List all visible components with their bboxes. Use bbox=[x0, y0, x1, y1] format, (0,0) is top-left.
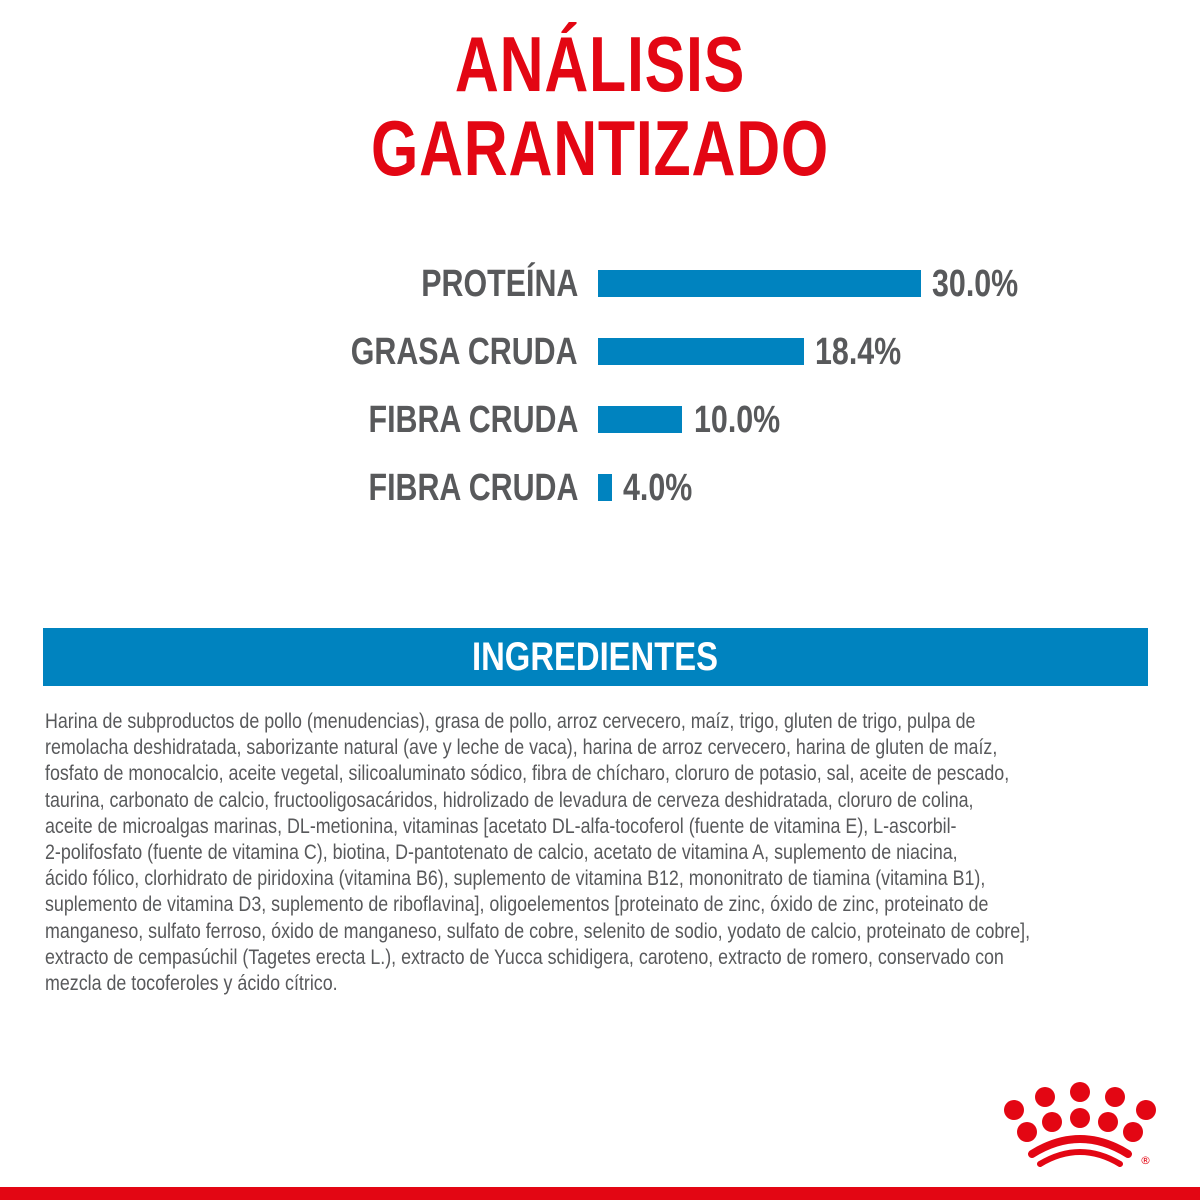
bar bbox=[598, 270, 921, 297]
ingredients-line: remolacha deshidratada, saborizante natural (ave y leche de vaca), harina de arroz cervecero, harina de gluten de maíz, bbox=[45, 735, 998, 760]
bar bbox=[598, 406, 682, 433]
registered-mark: ® bbox=[1140, 1154, 1151, 1167]
bar-value: 10.0% bbox=[694, 399, 781, 441]
bottom-red-strip bbox=[0, 1187, 1200, 1200]
chart-row-fiber-2 bbox=[0, 462, 1200, 514]
ingredients-line: fosfato de monocalcio, aceite vegetal, silicoaluminato sódico, fibra de chícharo, cloruro de potasio, sal, aceite de pescado, bbox=[45, 761, 1010, 786]
bar-value: 4.0% bbox=[623, 467, 693, 509]
bar-value: 18.4% bbox=[815, 331, 902, 373]
brand-logo bbox=[990, 1062, 1170, 1172]
title-line-2: GARANTIZADO bbox=[370, 104, 830, 192]
ingredients-line: 2-polifosfato (fuente de vitamina C), biotina, D-pantotenato de calcio, acetato de vitamina A, suplemento de niacina, bbox=[45, 840, 958, 865]
chart-row-fiber bbox=[0, 394, 1200, 446]
nutrient-bar-chart bbox=[0, 258, 1200, 538]
ingredients-line: extracto de cempasúchil (Tagetes erecta L.), extracto de Yucca schidigera, caroteno, extracto de romero, conservado con bbox=[45, 944, 1004, 969]
ingredients-heading: INGREDIENTES bbox=[472, 635, 719, 679]
ingredients-banner bbox=[43, 628, 1148, 686]
title-line-1: ANÁLISIS bbox=[454, 20, 746, 108]
page-title bbox=[132, 22, 1068, 190]
ingredients-line: Harina de subproductos de pollo (menudencias), grasa de pollo, arroz cervecero, maíz, trigo, gluten de trigo, pulpa de bbox=[45, 709, 976, 733]
bar-label: FIBRA CRUDA bbox=[368, 399, 578, 441]
bar-value: 30.0% bbox=[932, 263, 1019, 305]
ingredients-line: taurina, carbonato de calcio, fructooligosacáridos, hidrolizado de levadura de cerveza deshidratada, cloruro de colina, bbox=[45, 787, 974, 812]
bar-label: FIBRA CRUDA bbox=[368, 467, 578, 509]
bar-label: PROTEÍNA bbox=[420, 263, 578, 305]
ingredients-line: mezcla de tocoferoles y ácido cítrico. bbox=[45, 971, 338, 996]
bar bbox=[598, 338, 804, 365]
chart-row-protein bbox=[0, 258, 1200, 310]
crown-icon bbox=[990, 1062, 1170, 1172]
bar bbox=[598, 474, 612, 501]
ingredients-line: aceite de microalgas marinas, DL-metionina, vitaminas [acetato DL-alfa-tocoferol (fuente de vitamina E), L-ascorbil- bbox=[45, 813, 957, 838]
chart-row-fat bbox=[0, 326, 1200, 378]
ingredients-line: suplemento de vitamina D3, suplemento de riboflavina], oligoelementos [proteinato de zinc, óxido de zinc, proteinato de bbox=[45, 892, 989, 917]
bar-label: GRASA CRUDA bbox=[351, 331, 578, 373]
ingredients-line: manganeso, sulfato ferroso, óxido de manganeso, sulfato de cobre, selenito de sodio, yodato de calcio, proteinato de cobre], bbox=[45, 918, 1031, 943]
ingredients-line: ácido fólico, clorhidrato de piridoxina (vitamina B6), suplemento de vitamina B12, mononitrato de tiamina (vitamina B1), bbox=[45, 866, 986, 891]
ingredients-text bbox=[45, 708, 1195, 996]
